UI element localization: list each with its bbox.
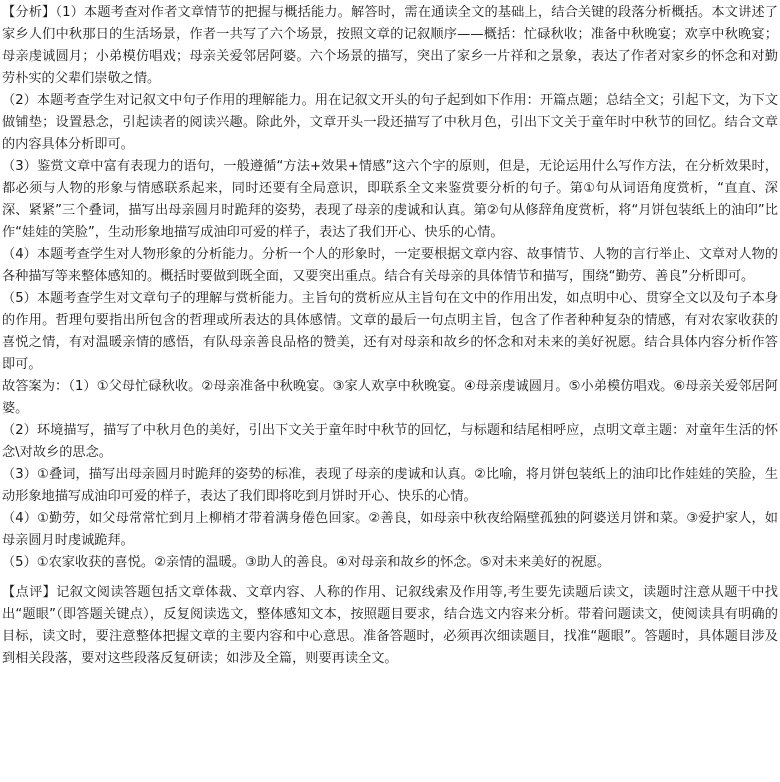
answer-paragraph-4: （4）①勤劳，如父母常常忙到月上柳梢才带着满身倦色回家。②善良，如母亲中秋夜给隔壁孤独的阿婆送月饼和菜。③爱护家人，如母亲圆月时虔诚跪拜。 [2, 511, 778, 548]
analysis-paragraph-4: （4）本题考查学生对人物形象的分析能力。分析一个人的形象时，一定要根据文章内容、故事情节、人物的言行举止、文章对人物的各种描写等来整体感知的。概括时要做到既全面，又要突出重点。结合有关母亲的具体情节和描写，围绕“勤劳、善良”分析即可。 [2, 247, 778, 284]
analysis-paragraph-3: （3）鉴赏文章中富有表现力的语句，一般遵循“方法+效果+情感”这六个字的原则，但是，无论运用什么写作方法，在分析效果时，都必须与人物的形象与情感联系起来，同时还要有全局意识，即联系全文来鉴赏要分析的句子。第①句从词语角度赏析，“直直、深深、紧紧”三个叠词，描写出母亲圆月时跪拜的姿势，表现了母亲的虔诚和认真。第②句从修辞角度赏析，将“月饼包装纸上的油印”比作“娃娃的笑脸”，生动形象地描写成油印可爱的样子，表达了我们开心、快乐的心情。 [2, 159, 778, 240]
section-divider [2, 574, 778, 582]
answer-paragraph-3: （3）①叠词，描写出母亲圆月时跪拜的姿势的标准，表现了母亲的虔诚和认真。②比喻，将月饼包装纸上的油印比作娃娃的笑脸，生动形象地描写成油印可爱的样子，表达了我们即将吃到月饼时开心、快乐的心情。 [2, 467, 778, 504]
analysis-paragraph-2: （2）本题考查学生对记叙文中句子作用的理解能力。用在记叙文开头的句子起到如下作用：开篇点题；总结全文；引起下文，为下文做铺垫；设置悬念，引起读者的阅读兴趣。除此外，文章开头一段还描写了中秋月色，引出下文关于童年时中秋节的回忆。结合文章的内容具体分析即可。 [2, 93, 778, 152]
answer-paragraph-2: （2）环境描写，描写了中秋月色的美好，引出下文关于童年时中秋节的回忆，与标题和结尾相呼应，点明文章主题：对童年生活的怀念\对故乡的思念。 [2, 423, 778, 460]
comment-paragraph: 【点评】记叙文阅读答题包括文章体裁、文章内容、人称的作用、记叙线索及作用等,考生要先读题后读文，读题时注意从题干中找出“题眼”（即答题关键点），反复阅读选文，整体感知文本，按照题目要求，结合选文内容来分析。带着问题读文，使阅读具有明确的目标，读文时，要注意整体把握文章的主要内容和中心意思。准备答题时，必须再次细读题目，找准“题眼”。答题时，具体题目涉及到相关段落，要对这些段落反复研读；如涉及全篇，则要再读全文。 [2, 585, 778, 666]
answer-paragraph-5: （5）①农家收获的喜悦。②亲情的温暖。③助人的善良。④对母亲和故乡的怀念。⑤对未来美好的祝愿。 [2, 555, 611, 570]
answer-paragraph-1: 故答案为：（1）①父母忙碌秋收。②母亲准备中秋晚宴。③家人欢享中秋晚宴。④母亲虔诚圆月。⑤小弟模仿唱戏。⑥母亲关爱邻居阿婆。 [2, 379, 778, 416]
analysis-paragraph-5: （5）本题考查学生对文章句子的理解与赏析能力。主旨句的赏析应从主旨句在文中的作用出发，如点明中心、贯穿全文以及句子本身的作用。哲理句要指出所包含的哲理或所表达的具体感情。文章的最后一句点明主旨，包含了作者种种复杂的情感，有对农家收获的喜悦之情，有对温暖亲情的感悟，有队母亲善良品格的赞美，还有对母亲和故乡的怀念和对未来的美好祝愿。结合具体内容分析作答即可。 [2, 291, 778, 372]
analysis-paragraph-1: 【分析】（1）本题考查对作者文章情节的把握与概括能力。解答时，需在通读全文的基础上，结合关键的段落分析概括。本文讲述了家乡人们中秋那日的生活场景，作者一共写了六个场景，按照文章的记叙顺序——概括：忙碌秋收；准备中秋晚宴；欢享中秋晚宴；母亲虔诚圆月；小弟模仿唱戏；母亲关爱邻居阿婆。六个场景的描写，突出了家乡一片祥和之景象，表达了作者对家乡的怀念和对勤劳朴实的父辈们崇敬之情。 [2, 5, 778, 86]
